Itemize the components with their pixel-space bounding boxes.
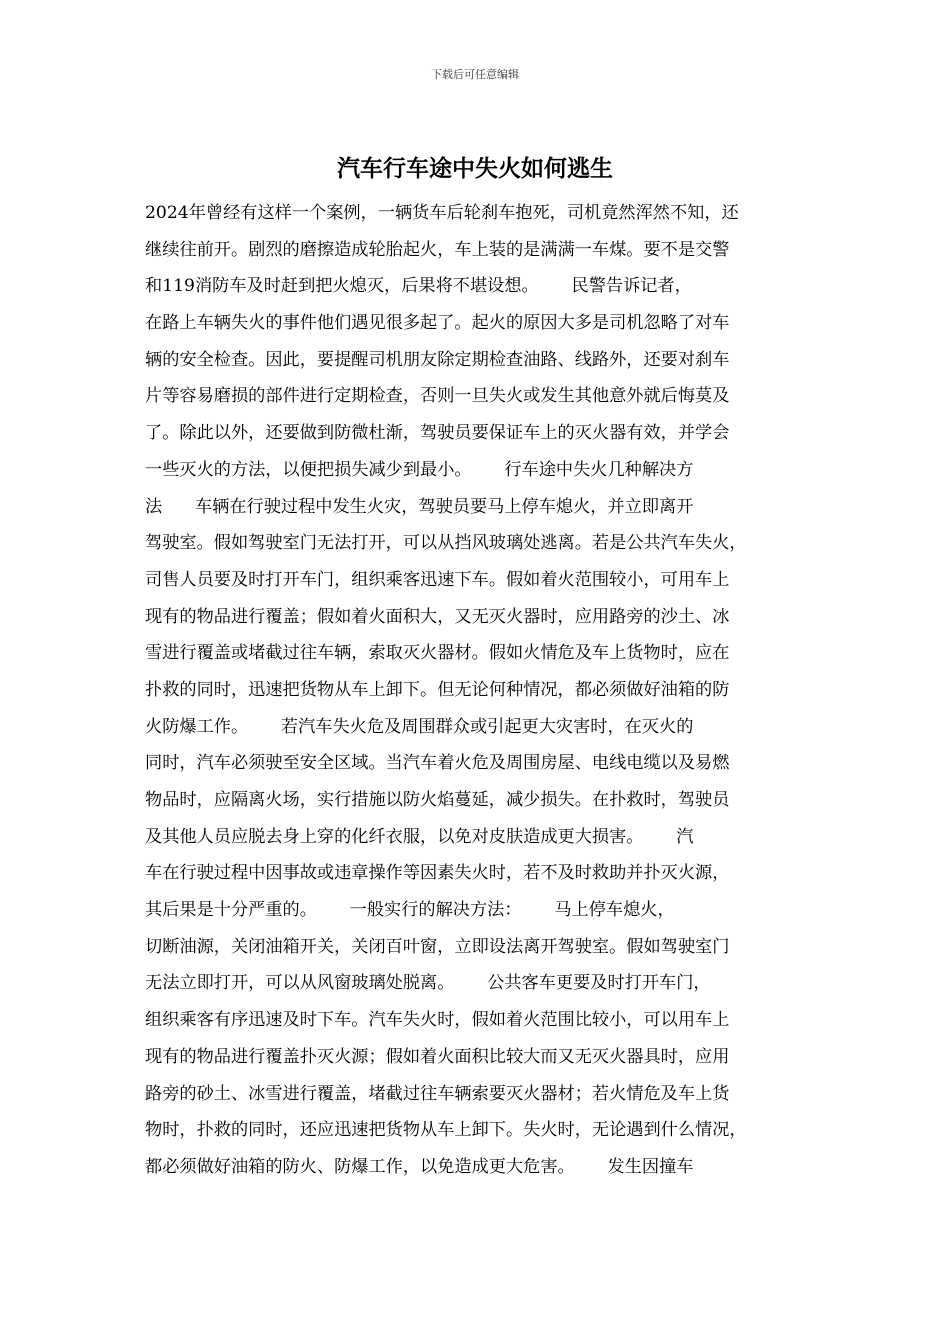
text-line: 组织乘客有序迅速及时下车。汽车失火时，假如着火范围比较小，可以用车上 [145, 1010, 730, 1031]
text-line: 驾驶室。假如驾驶室门无法打开，可以从挡风玻璃处逃离。若是公共汽车失火， [145, 533, 747, 554]
text-line: 物时，扑救的同时，还应迅速把货物从车上卸下。失火时，无论遇到什么情况， [145, 1120, 747, 1141]
text-line: 车在行驶过程中因事故或违章操作等因素失火时，若不及时救助并扑灭火源， [145, 863, 730, 884]
text-line: 了。除此以外，还要做到防微杜渐，驾驶员要保证车上的灭火器有效，并学会 [145, 423, 730, 444]
text-line: 法 车辆在行驶过程中发生火灾，驾驶员要马上停车熄火，并立即离开 [145, 496, 694, 517]
text-line: 继续往前开。剧烈的磨擦造成轮胎起火，车上装的是满满一车煤。要不是交警 [145, 239, 730, 260]
text-line: 其后果是十分严重的。 一般实行的解决方法： 马上停车熄火， [145, 900, 675, 921]
text-line: 路旁的砂土、冰雪进行覆盖，堵截过往车辆索要灭火器材；若火情危及车上货 [145, 1083, 730, 1104]
text-line: 辆的安全检查。因此，要提醒司机朋友除定期检查油路、线路外，还要对刹车 [145, 349, 730, 370]
text-line: 无法立即打开，可以从风窗玻璃处脱离。 公共客车更要及时打开车门， [145, 973, 711, 994]
text-line: 司售人员要及时打开车门，组织乘客迅速下车。假如着火范围较小，可用车上 [145, 569, 730, 590]
text-line: 都必须做好油箱的防火、防爆工作，以免造成更大危害。 发生因撞车 [145, 1156, 694, 1177]
header-note: 下载后可任意编辑 [431, 68, 519, 81]
text-line: 同时，汽车必须驶至安全区域。当汽车着火危及周围房屋、电线电缆以及易燃 [145, 753, 730, 774]
document-title: 汽车行车途中失火如何逃生 [337, 156, 613, 182]
text-line: 2024年曾经有这样一个案例，一辆货车后轮刹车抱死，司机竟然浑然不知，还 [145, 203, 739, 223]
text-line: 雪进行覆盖或堵截过往车辆，索取灭火器材。假如火情危及车上货物时，应在 [145, 643, 730, 664]
text-line: 扑救的同时，迅速把货物从车上卸下。但无论何种情况，都必须做好油箱的防 [145, 679, 730, 700]
text-line: 现有的物品进行覆盖；假如着火面积大，又无灭火器时，应用路旁的沙土、冰 [145, 606, 730, 627]
text-line: 在路上车辆失火的事件他们遇见很多起了。起火的原因大多是司机忽略了对车 [145, 313, 730, 334]
text-line: 火防爆工作。 若汽车失火危及周围群众或引起更大灾害时，在灭火的 [145, 716, 694, 737]
text-line: 片等容易磨损的部件进行定期检查，否则一旦失火或发生其他意外就后悔莫及 [145, 386, 730, 407]
body-text [145, 195, 810, 1186]
text-line: 现有的物品进行覆盖扑灭火源；假如着火面积比较大而又无灭火器具时，应用 [145, 1046, 730, 1067]
text-line: 物品时，应隔离火场，实行措施以防火焰蔓延，减少损失。在扑救时，驾驶员 [145, 790, 730, 810]
text-line: 一些灭火的方法，以便把损失减少到最小。 行车途中失火几种解决方 [145, 459, 694, 480]
text-line: 和119消防车及时赶到把火熄灭，后果将不堪设想。 民警告诉记者， [145, 276, 692, 297]
text-line: 切断油源，关闭油箱开关，关闭百叶窗，立即设法离开驾驶室。假如驾驶室门 [145, 936, 730, 957]
text-line: 及其他人员应脱去身上穿的化纤衣服，以免对皮肤造成更大损害。 汽 [145, 826, 694, 847]
